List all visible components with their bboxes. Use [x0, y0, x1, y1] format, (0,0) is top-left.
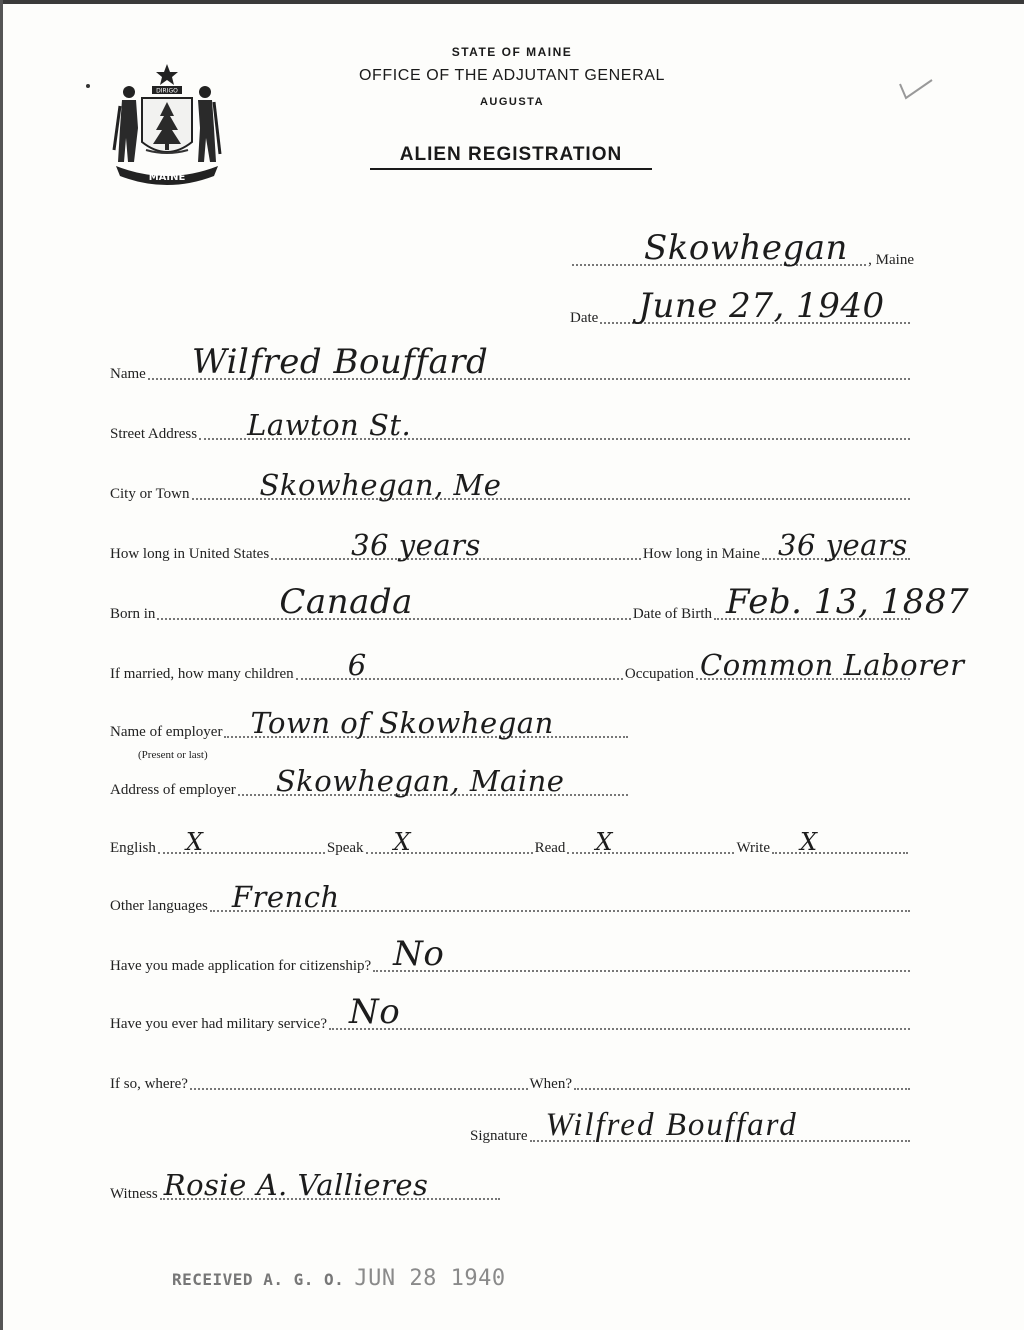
employer-row	[110, 706, 630, 761]
children-field	[294, 648, 625, 684]
employer-address-label: Address of employer	[110, 782, 236, 798]
employer-address-value: Skowhegan, Maine	[275, 764, 565, 798]
born-in-value: Canada	[279, 582, 413, 622]
children-row	[110, 648, 965, 684]
occupation-label: Occupation	[624, 666, 694, 682]
date-value: June 27, 1940	[638, 286, 885, 326]
military-label: Have you ever had military service?	[110, 1016, 327, 1032]
us-duration-value: 36 years	[351, 528, 481, 562]
witness-row	[110, 1168, 502, 1204]
town-suffix: , Maine	[868, 252, 914, 268]
employer-address-row	[110, 764, 630, 800]
read-value: X	[595, 828, 613, 856]
us-duration-label: How long in United States	[110, 546, 270, 562]
citizenship-field	[371, 934, 912, 976]
children-label: If married, how many children	[110, 666, 294, 682]
witness-field	[158, 1168, 502, 1204]
other-languages-value: French	[231, 880, 340, 914]
signature-value: Wilfred Bouffard	[545, 1107, 798, 1143]
maine-duration-value: 36 years	[778, 528, 908, 562]
name-label: Name	[110, 366, 146, 382]
city-row	[110, 468, 912, 504]
street-field	[197, 408, 912, 444]
duration-row	[110, 528, 912, 564]
occupation-value: Common Laborer	[700, 648, 965, 682]
employer-label: Name of employer	[110, 724, 223, 740]
name-row	[110, 342, 912, 384]
city-label: City or Town	[110, 486, 190, 502]
maine-duration-field	[760, 528, 912, 564]
town-row	[570, 228, 914, 270]
seal-motto: DIRIGO	[156, 87, 178, 95]
date-field	[598, 286, 912, 328]
read-label: Read	[534, 840, 566, 856]
children-value: 6	[347, 648, 367, 682]
maine-duration-label: How long in Maine	[642, 546, 760, 562]
english-row	[110, 828, 910, 858]
header-city: AUGUSTA	[479, 96, 545, 108]
form-title: ALIEN REGISTRATION	[370, 144, 652, 170]
stamp-date: JUN 28 1940	[354, 1266, 506, 1291]
other-languages-field	[208, 880, 912, 916]
employer-label-group	[110, 724, 223, 761]
when-label: When?	[529, 1076, 572, 1092]
write-value: X	[799, 828, 818, 856]
seal-banner: MAINE	[148, 172, 186, 183]
scan-edge-top	[0, 0, 1024, 4]
town-value: Skowhegan	[644, 228, 848, 268]
us-duration-field	[269, 528, 643, 564]
citizenship-label: Have you made application for citizenship?	[110, 958, 372, 974]
date-row	[570, 286, 912, 328]
born-in-field	[155, 582, 632, 624]
where-field	[188, 1068, 530, 1094]
received-stamp	[172, 1266, 506, 1291]
employer-address-field	[236, 764, 630, 800]
name-field	[146, 342, 912, 384]
speak-field	[364, 828, 535, 858]
name-value: Wilfred Bouffard	[191, 342, 489, 382]
employer-value: Town of Skowhegan	[250, 706, 554, 740]
other-languages-row	[110, 880, 912, 916]
military-field	[327, 992, 912, 1034]
maine-state-seal-icon	[108, 58, 226, 188]
street-value: Lawton St.	[247, 408, 412, 442]
birth-row	[110, 582, 970, 624]
witness-value: Rosie A. Vallieres	[163, 1168, 429, 1202]
signature-field	[528, 1107, 913, 1146]
where-label: If so, where?	[110, 1076, 188, 1092]
when-field	[572, 1068, 912, 1094]
occupation-field	[694, 648, 965, 684]
speak-value: X	[393, 828, 412, 856]
read-field	[565, 828, 736, 858]
ink-dot	[86, 84, 90, 88]
dob-value: Feb. 13, 1887	[726, 582, 970, 622]
citizenship-value: No	[393, 934, 445, 974]
service-detail-row	[110, 1068, 912, 1094]
scan-edge-left	[0, 0, 3, 1330]
citizenship-row	[110, 934, 912, 976]
other-languages-label: Other languages	[110, 898, 208, 914]
dob-label: Date of Birth	[632, 606, 712, 622]
english-value: X	[185, 828, 204, 856]
english-field	[156, 828, 327, 858]
military-row	[110, 992, 912, 1034]
date-label: Date	[570, 310, 599, 326]
header-state: STATE OF MAINE	[451, 45, 573, 59]
city-value: Skowhegan, Me	[259, 468, 502, 502]
dob-field	[712, 582, 970, 624]
english-label: English	[110, 840, 156, 856]
city-field	[190, 468, 912, 504]
check-mark-icon	[896, 76, 936, 102]
write-field	[770, 828, 910, 858]
signature-label: Signature	[470, 1128, 528, 1144]
speak-label: Speak	[326, 840, 364, 856]
signature-row	[470, 1107, 912, 1146]
street-row	[110, 408, 912, 444]
witness-label: Witness	[110, 1186, 158, 1202]
employer-sublabel: (Present or last)	[138, 749, 208, 761]
town-field	[570, 228, 868, 270]
street-label: Street Address	[110, 426, 198, 442]
header-office: OFFICE OF THE ADJUTANT GENERAL	[358, 67, 666, 84]
write-label: Write	[736, 840, 770, 856]
born-in-label: Born in	[110, 606, 156, 622]
military-value: No	[349, 992, 401, 1032]
employer-field	[222, 706, 630, 742]
stamp-prefix: RECEIVED A. G. O.	[172, 1270, 345, 1289]
